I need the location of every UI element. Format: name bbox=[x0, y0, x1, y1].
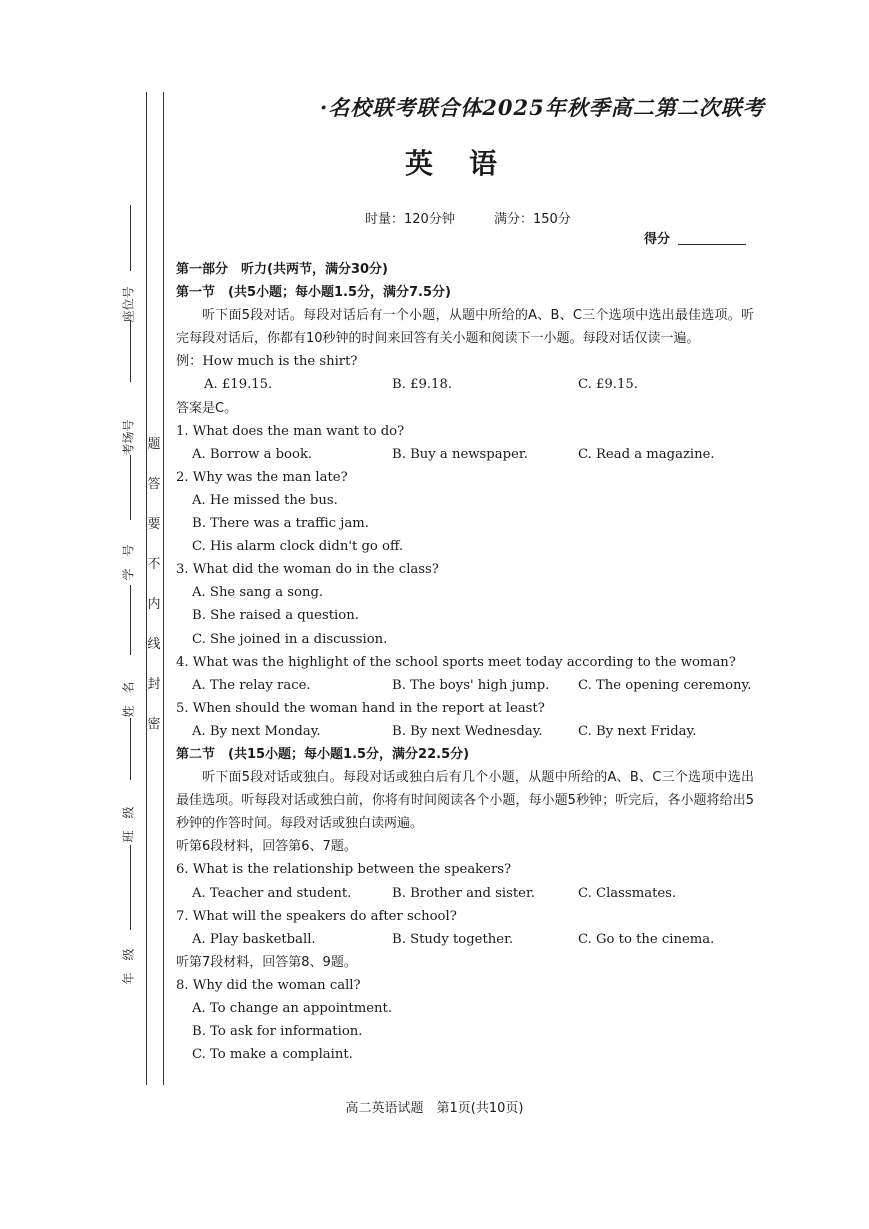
option: C. Go to the cinema. bbox=[578, 931, 715, 947]
option: A. She sang a song. bbox=[192, 585, 324, 601]
question-options bbox=[176, 720, 754, 743]
page-footer: 高二英语试题 第1页(共10页) bbox=[345, 1101, 524, 1116]
option: C. Read a magazine. bbox=[578, 446, 715, 462]
seat-label: 座位号 bbox=[121, 286, 136, 323]
question-options bbox=[176, 443, 754, 466]
option: A. The relay race. bbox=[192, 677, 311, 693]
part1-heading: 第一部分 听力(共两节，满分30分) bbox=[176, 262, 388, 277]
example-answer: 答案是C。 bbox=[176, 400, 238, 416]
seal-char: 密 bbox=[147, 717, 161, 732]
grade-label: 年 级 bbox=[121, 948, 136, 985]
question-options bbox=[176, 674, 754, 697]
class-blank bbox=[130, 718, 131, 780]
question: 6. What is the relationship between the speakers? bbox=[176, 862, 512, 878]
option: B. Brother and sister. bbox=[392, 885, 535, 901]
section1-heading: 第一节 (共5小题；每小题1.5分，满分7.5分) bbox=[176, 285, 451, 301]
subject-title: 英语 bbox=[405, 147, 534, 180]
question: 2. Why was the man late? bbox=[176, 469, 348, 485]
exam-title: ·名校联考联合体2025年秋季高二第二次联考 bbox=[320, 95, 765, 120]
time-limit: 时量：120分钟 bbox=[365, 212, 455, 227]
binding-line bbox=[146, 92, 147, 1085]
option: A. £19.15. bbox=[204, 377, 273, 393]
option: B. To ask for information. bbox=[192, 1024, 363, 1040]
option: C. The opening ceremony. bbox=[578, 677, 752, 693]
question-options bbox=[176, 928, 754, 951]
option: C. £9.15. bbox=[578, 377, 638, 393]
option: C. Classmates. bbox=[578, 885, 677, 901]
score-blank[interactable] bbox=[678, 244, 746, 245]
option: A. Play basketball. bbox=[192, 931, 316, 947]
student-no-label: 学 号 bbox=[121, 544, 136, 581]
question: 5. When should the woman hand in the report at least? bbox=[176, 700, 545, 716]
question: 1. What does the man want to do? bbox=[176, 423, 405, 439]
grade-blank bbox=[130, 845, 131, 930]
exam-body bbox=[176, 258, 754, 1066]
seal-char: 内 bbox=[147, 597, 161, 612]
option: A. Teacher and student. bbox=[192, 885, 352, 901]
seal-char: 不 bbox=[147, 557, 161, 572]
seal-char: 封 bbox=[147, 677, 161, 692]
binding-line-inner bbox=[163, 92, 164, 1085]
class-label: 班 级 bbox=[121, 806, 136, 843]
section2-instructions: 听下面5段对话或独白。每段对话或独白后有几个小题，从题中所给的A、B、C三个选项中选出最佳选项。听每段对话或独白前，你将有时间阅读各个小题，每小题5秒钟；听完后，各小题将给出5秒钟的作答时间。每段对话或独白读两遍。 bbox=[176, 770, 754, 832]
exam-room-blank bbox=[130, 320, 131, 382]
section2-heading: 第二节 (共15小题；每小题1.5分，满分22.5分) bbox=[176, 746, 470, 762]
seal-char: 题 bbox=[147, 437, 161, 452]
option: B. £9.18. bbox=[392, 377, 453, 393]
question-options bbox=[176, 882, 754, 905]
option: B. The boys' high jump. bbox=[392, 677, 550, 693]
option: A. To change an appointment. bbox=[192, 1001, 393, 1016]
student-no-blank bbox=[130, 455, 131, 520]
seal-char: 线 bbox=[147, 637, 161, 652]
option: C. By next Friday. bbox=[578, 723, 697, 739]
option: A. Borrow a book. bbox=[192, 446, 313, 462]
seat-blank bbox=[130, 205, 131, 271]
material-note: 听第6段材料，回答第6、7题。 bbox=[176, 839, 357, 855]
option: B. She raised a question. bbox=[192, 608, 359, 624]
example-options bbox=[176, 373, 754, 396]
material-note: 听第7段材料，回答第8、9题。 bbox=[176, 954, 357, 970]
example-question: 例：How much is the shirt? bbox=[176, 354, 358, 370]
full-score: 满分：150分 bbox=[494, 212, 571, 227]
exam-room-label: 考场号 bbox=[121, 419, 136, 456]
name-blank bbox=[130, 585, 131, 655]
option: C. She joined in a discussion. bbox=[192, 631, 388, 647]
question: 7. What will the speakers do after school? bbox=[176, 908, 457, 924]
score-label: 得分 bbox=[644, 232, 671, 247]
option: A. By next Monday. bbox=[192, 723, 321, 739]
name-label: 姓 名 bbox=[121, 681, 136, 718]
option: C. To make a complaint. bbox=[192, 1047, 353, 1063]
seal-char: 要 bbox=[147, 517, 161, 532]
option: B. By next Wednesday. bbox=[392, 723, 543, 739]
question: 4. What was the highlight of the school sports meet today according to the woman? bbox=[176, 654, 736, 670]
option: B. Study together. bbox=[392, 931, 514, 947]
section1-instructions: 听下面5段对话。每段对话后有一个小题，从题中所给的A、B、C三个选项中选出最佳选项。听完每段对话后，你都有10秒钟的时间来回答有关小题和阅读下一小题。每段对话仅读一遍。 bbox=[176, 308, 754, 347]
seal-char: 答 bbox=[147, 477, 161, 492]
option: A. He missed the bus. bbox=[192, 492, 338, 508]
question: 3. What did the woman do in the class? bbox=[176, 562, 439, 578]
option: C. His alarm clock didn't go off. bbox=[192, 539, 404, 555]
option: B. Buy a newspaper. bbox=[392, 446, 528, 462]
option: B. There was a traffic jam. bbox=[192, 516, 369, 532]
question: 8. Why did the woman call? bbox=[176, 977, 361, 993]
